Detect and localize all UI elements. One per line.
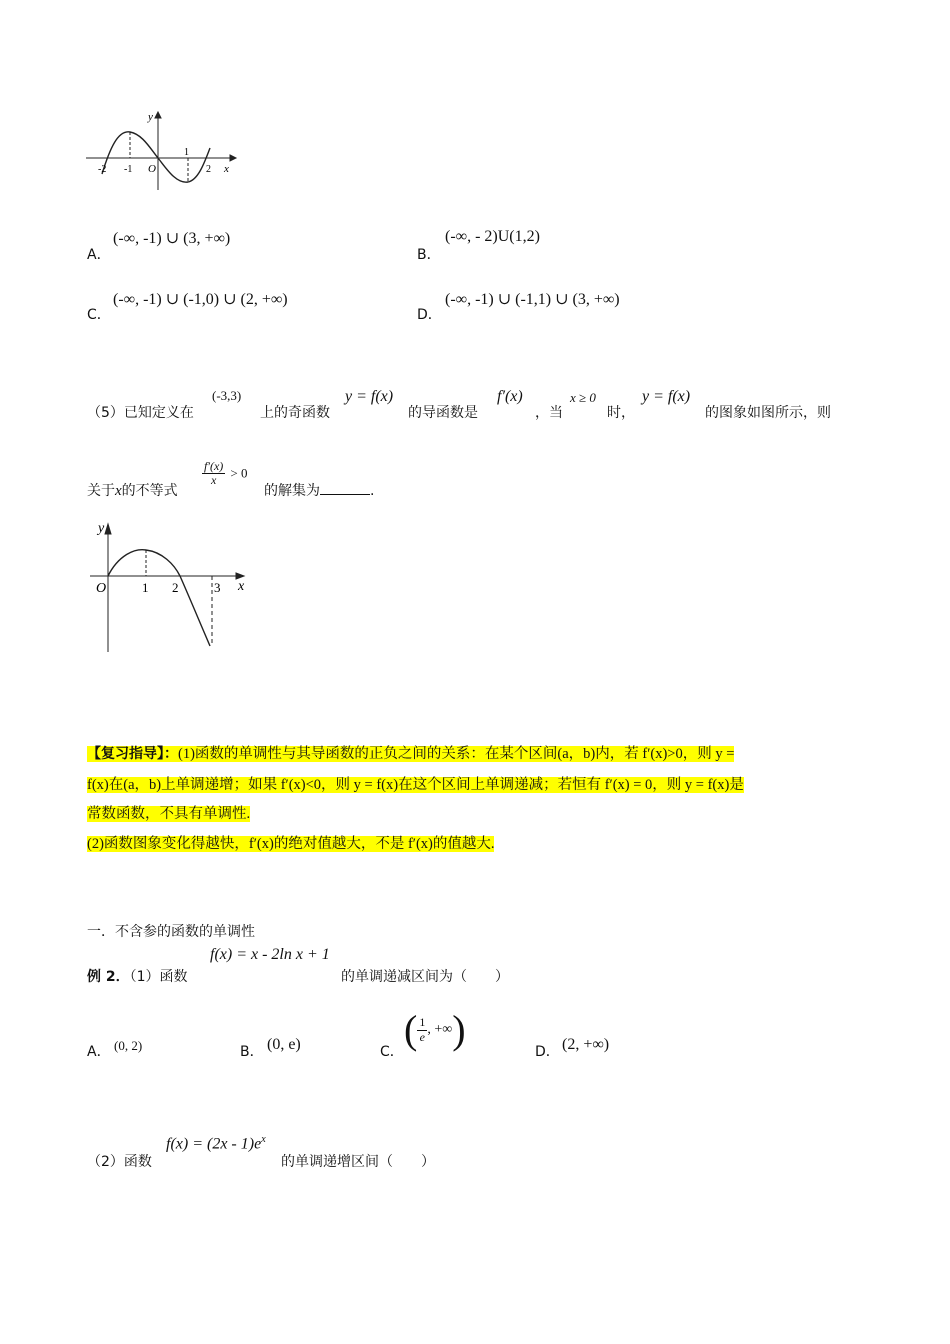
ex2-option-c-frac [417, 1016, 427, 1043]
y-axis-arrow [105, 524, 111, 534]
ex2-label: 例 2． [87, 969, 130, 985]
q5-fprime: f′(x) [497, 388, 523, 405]
curve [102, 132, 210, 182]
ex2-option-a-letter[interactable]: A． [87, 1044, 111, 1060]
ex2-p1-tail: 的单调递减区间为（ ） [341, 969, 509, 985]
q5-var: x [115, 483, 122, 499]
paren-right: ) [452, 1007, 466, 1052]
q5-line2-tail [264, 480, 374, 500]
origin-label: O [96, 581, 107, 596]
review-line4 [87, 832, 494, 853]
ex2-option-d-letter[interactable]: D． [535, 1044, 560, 1060]
ex2-func2-sup: x [261, 1134, 266, 1145]
graph-function-curve [86, 518, 254, 658]
tick-neg2: -2 [98, 164, 107, 175]
review-line2 [87, 773, 744, 794]
ex2-p2: （2）函数 [87, 1154, 152, 1170]
ex2-func2 [166, 1134, 266, 1153]
q5-text6: 的图象如图所示，则 [705, 405, 831, 421]
q5-line2 [87, 480, 178, 500]
ex2-option-c-tail: , +∞ [427, 1022, 453, 1037]
option-b-letter[interactable]: B． [417, 247, 441, 263]
review-text2: f(x)在(a，b)上单调递增；如果 f′(x)<0，则 y = f(x)在这个区间上单调递减；若恒有 f′(x) = 0，则 y = f(x)是 [87, 777, 744, 793]
q5-text4: ，当 [535, 405, 563, 421]
review-line3 [87, 802, 250, 823]
ex2-p1: （1）函数 [129, 969, 188, 985]
tick-3: 3 [214, 580, 221, 595]
x-axis-arrow [230, 155, 236, 161]
paren-left: ( [404, 1007, 418, 1052]
tick-neg1: -1 [124, 164, 133, 175]
q5-text7: 关于 [87, 483, 115, 499]
q5-cond: x ≥ 0 [570, 390, 596, 405]
q5-text2: 上的奇函数 [260, 405, 330, 421]
q5-text9: 的解集为 [264, 483, 320, 499]
q5-inequality [202, 460, 247, 487]
q5-text5: 时， [607, 405, 635, 421]
ex2-option-b-expr: (0, e) [267, 1036, 301, 1053]
origin-label: O [148, 163, 156, 175]
review-line1 [87, 742, 734, 763]
option-c-letter[interactable]: C． [87, 307, 111, 323]
q5-text8: 的不等式 [121, 483, 178, 499]
review-title: 【复习指导】： [87, 746, 178, 762]
q5-fx2: y = f(x) [642, 388, 691, 405]
q5-fraction [202, 460, 225, 487]
q5-text3: 的导函数是 [408, 405, 478, 421]
q5-gt: > 0 [230, 465, 248, 481]
ex2-option-d-expr: (2, +∞) [562, 1036, 610, 1053]
review-text3: 常数函数，不具有单调性. [87, 806, 251, 822]
tick-1: 1 [142, 580, 149, 595]
y-label: y [148, 111, 153, 123]
ex2-func: f(x) = x - 2ln x + 1 [210, 946, 330, 963]
option-b-expr: (-∞, - 2)U(1,2) [445, 228, 540, 245]
q5-end: . [370, 483, 375, 499]
ex2-option-b-letter[interactable]: B． [240, 1044, 264, 1060]
tick-2: 2 [206, 164, 211, 175]
q5-text1: 已知定义在 [123, 405, 194, 421]
option-d-expr: (-∞, -1) ∪ (-1,1) ∪ (3, +∞) [445, 291, 620, 308]
q5-fx: y = f(x) [345, 388, 394, 405]
review-text1: (1)函数的单调性与其导函数的正负之间的关系：在某个区间(a，b)内，若 f′(x)>0，则 y = [178, 746, 735, 762]
graph-derivative-curve [84, 108, 240, 194]
q5-frac-den: x [210, 473, 217, 488]
option-d-letter[interactable]: D． [417, 307, 442, 323]
q5-frac-num: f′(x) [204, 459, 224, 473]
answer-blank[interactable] [320, 493, 370, 495]
y-axis-arrow [155, 112, 161, 118]
option-a-expr: (-∞, -1) ∪ (3, +∞) [113, 230, 231, 247]
y-label: y [98, 521, 105, 536]
ex2-line1 [87, 966, 188, 986]
option-c-expr: (-∞, -1) ∪ (-1,0) ∪ (2, +∞) [113, 291, 288, 308]
ex2-p2-tail: 的单调递增区间（ ） [281, 1154, 435, 1170]
ex2-option-a-expr: (0, 2) [114, 1038, 143, 1053]
tick-2: 2 [172, 580, 179, 595]
ex2-option-c-den: e [419, 1029, 425, 1044]
x-label: x [238, 579, 245, 594]
option-a-letter[interactable]: A． [87, 247, 111, 263]
q5-interval: (-3,3) [212, 388, 242, 403]
ex2-option-c-num: 1 [419, 1015, 426, 1030]
ex2-func2-base: f(x) = (2x - 1)e [166, 1135, 262, 1153]
q5-line1 [87, 402, 194, 422]
x-label: x [224, 163, 229, 175]
section-heading: 一．不含参的函数的单调性 [87, 924, 255, 940]
q5-number: （5） [87, 405, 124, 421]
curve [108, 550, 210, 646]
ex2-option-c-letter[interactable]: C． [380, 1044, 404, 1060]
review-text4: (2)函数图象变化得越快，f′(x)的绝对值越大，不是 f′(x)的值越大. [87, 836, 495, 852]
ex2-option-c-expr [404, 1007, 466, 1052]
tick-1: 1 [184, 147, 189, 158]
